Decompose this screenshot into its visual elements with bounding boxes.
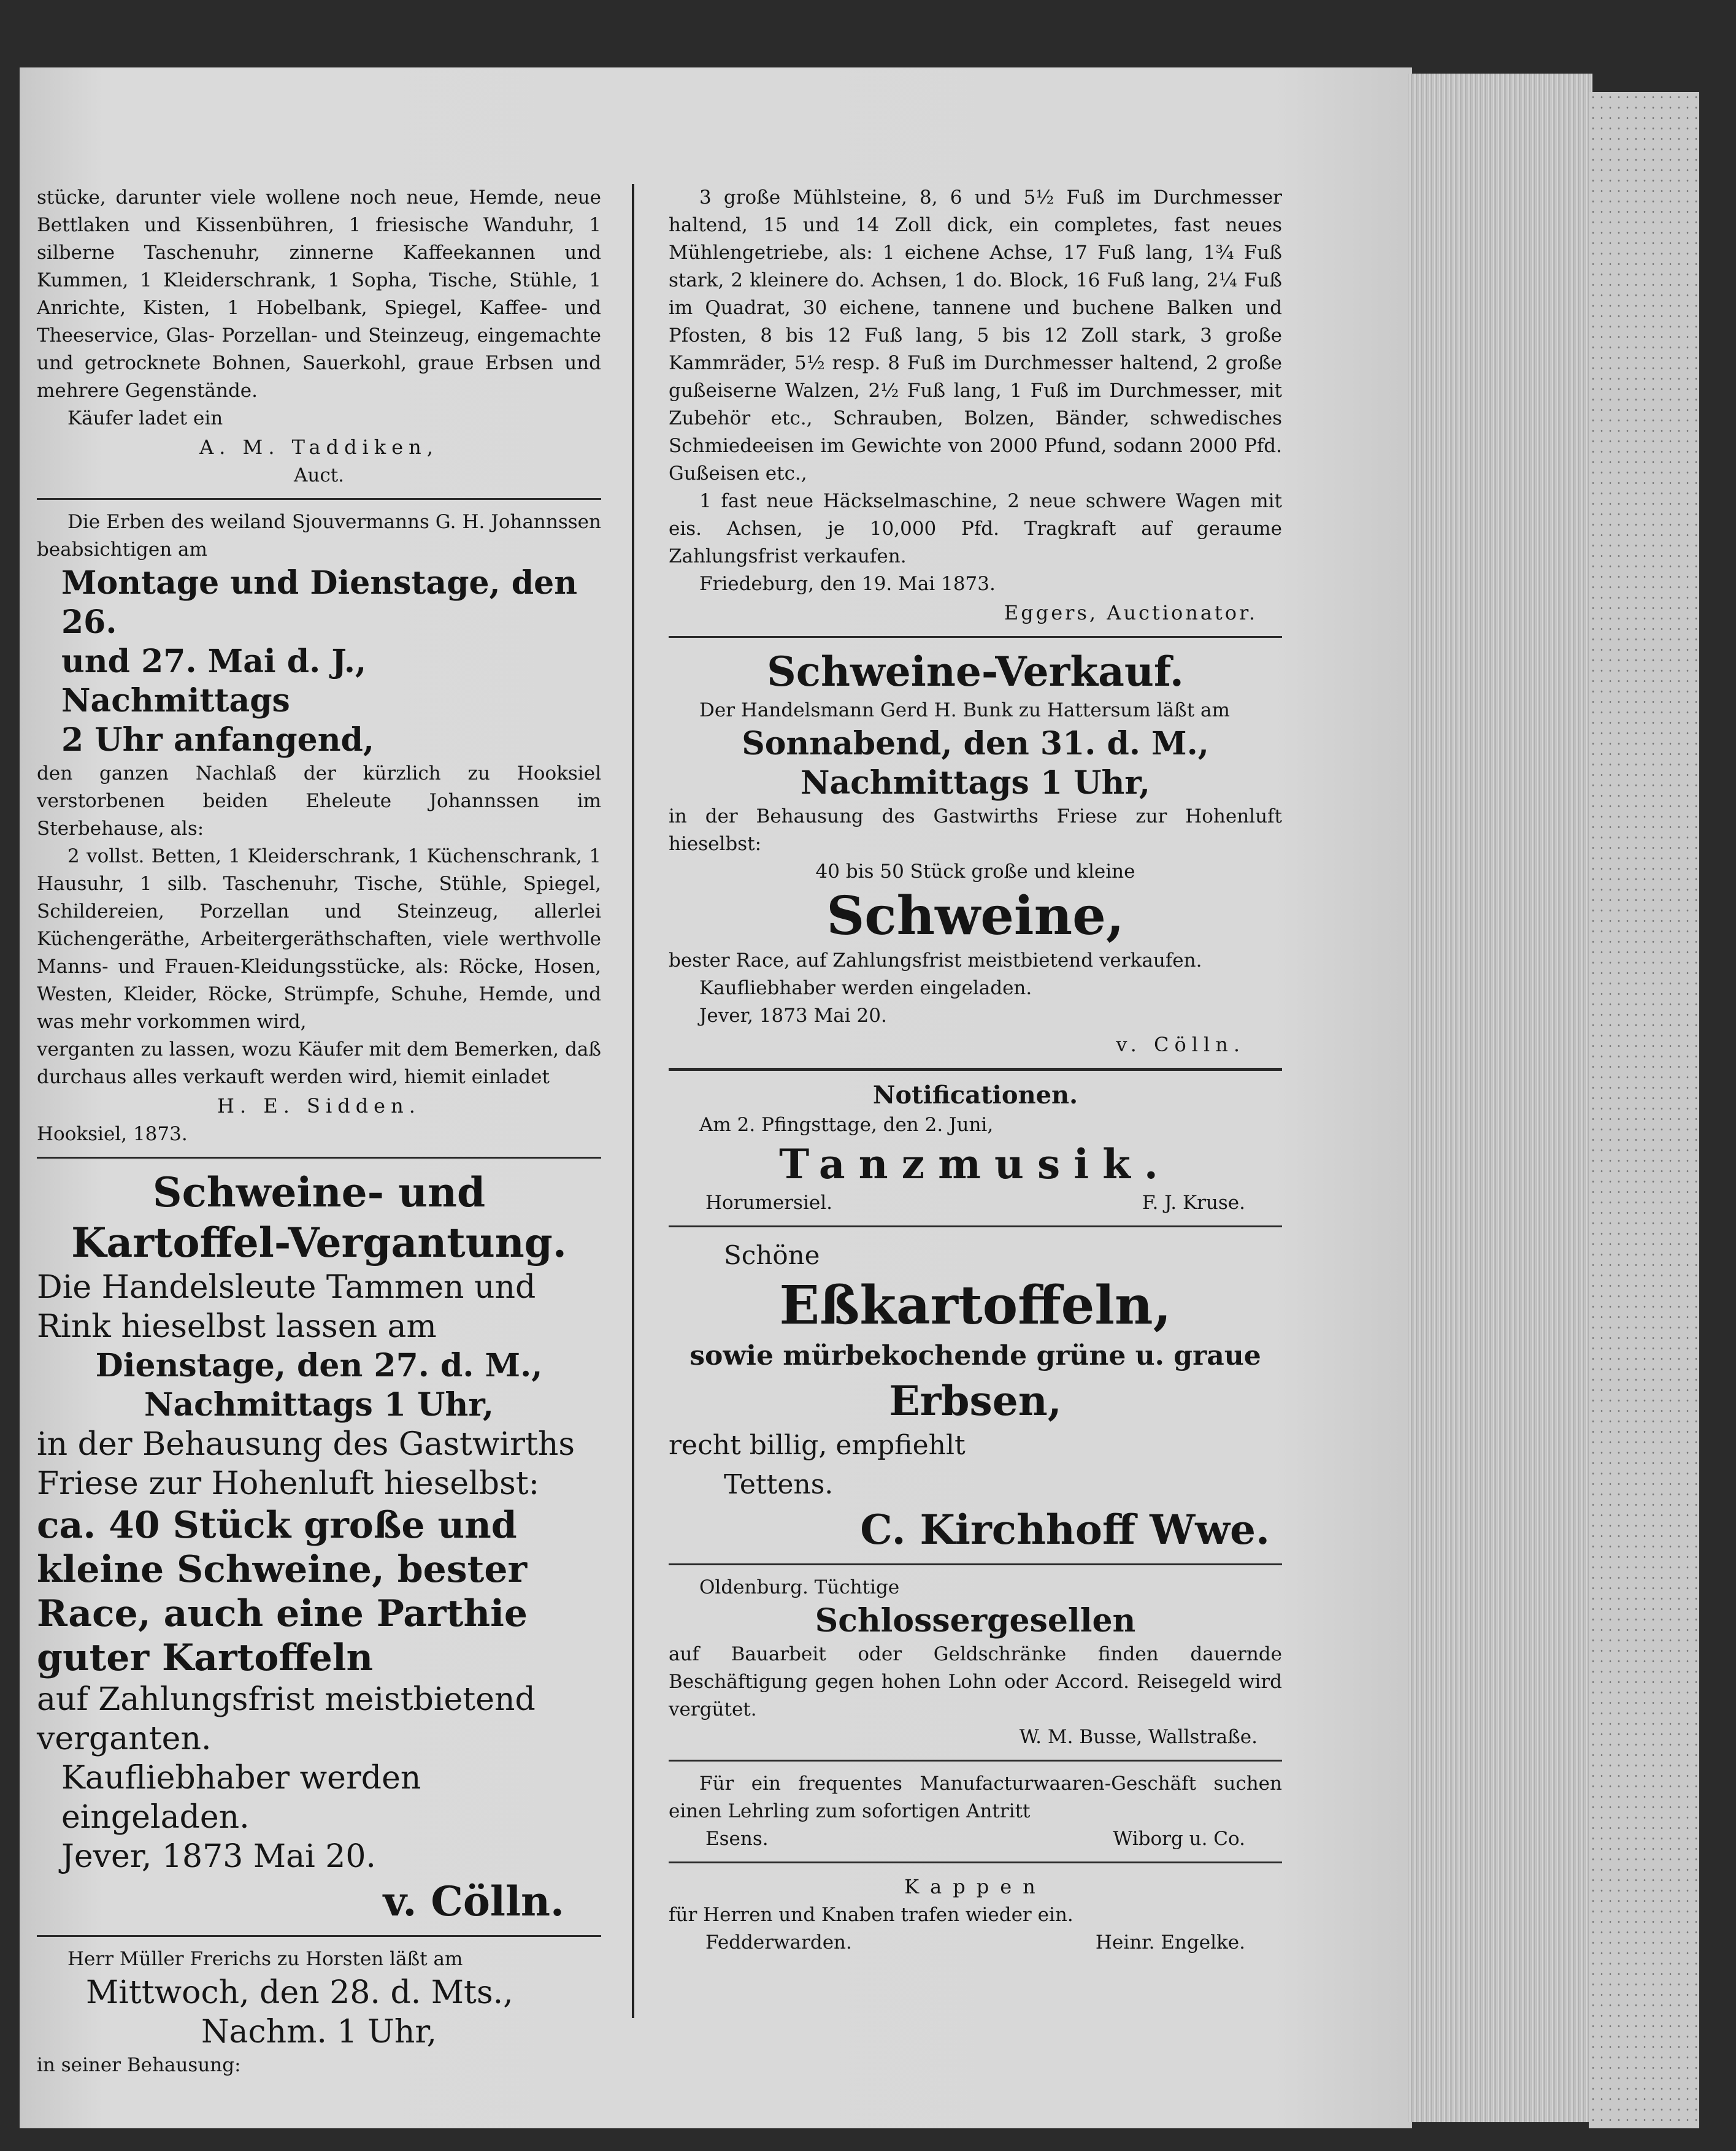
r-ad2-goods: Schweine, xyxy=(826,885,1124,947)
r-ad2-count: 40 bis 50 Stück große und kleine xyxy=(815,861,1135,883)
r-ad4-place: Tettens. xyxy=(724,1469,834,1500)
column-divider xyxy=(632,184,634,2018)
divider xyxy=(669,1225,1282,1227)
r-ad2-intro: Der Handelsmann Gerd H. Bunk zu Hattersum läßt am xyxy=(699,699,1230,721)
ad3-terms: auf Zahlungsfrist meistbietend verganten. xyxy=(37,1681,536,1757)
r-ad3-date: Am 2. Pfingsttage, den 2. Juni, xyxy=(699,1114,994,1136)
ad3-dateline: Jever, 1873 Mai 20. xyxy=(61,1838,376,1875)
ad2-date-line2: und 27. Mai d. J., Nachmittags xyxy=(61,643,367,719)
right-column xyxy=(669,184,1282,1957)
r-ad2-place: in der Behausung des Gastwirths Friese zur Hohenluft hieselbst: xyxy=(669,805,1282,855)
ad3-goods: ca. 40 Stück große und kleine Schweine, bester Race, auch eine Parthie guter Kartoffeln xyxy=(37,1504,528,1679)
section-heading: Notificationen. xyxy=(872,1081,1078,1110)
ad2-date-line1: Montage und Dienstage, den 26. xyxy=(61,564,578,641)
r-ad5-heading: Schlossergesellen xyxy=(815,1602,1136,1639)
r-ad6-footer xyxy=(669,1825,1282,1853)
r-ad3-place: Horumersiel. xyxy=(705,1192,832,1214)
ad3-signature: v. Cölln. xyxy=(383,1877,564,1925)
r-ad4-heading2: Erbsen, xyxy=(889,1377,1062,1425)
ad2-place: Hooksiel, 1873. xyxy=(37,1123,188,1145)
ad2-signature: H. E. Sidden. xyxy=(217,1094,421,1118)
r-ad3-signature: F. J. Kruse. xyxy=(1142,1192,1245,1214)
r-ad2-heading: Schweine-Verkauf. xyxy=(767,648,1184,696)
divider xyxy=(37,1935,601,1937)
divider xyxy=(37,498,601,500)
r-ad4-line3: recht billig, empfiehlt xyxy=(669,1430,966,1461)
r-ad2-time: Nachmittags 1 Uhr, xyxy=(800,764,1151,802)
ad2-body: den ganzen Nachlaß der kürzlich zu Hooksiel verstorbenen beiden Eheleute Johannssen im Sterbehause, als: xyxy=(37,762,601,840)
r-ad4-heading: Eßkartoffeln, xyxy=(779,1275,1172,1336)
ad2-items: 2 vollst. Betten, 1 Kleiderschrank, 1 Küchenschrank, 1 Hausuhr, 1 silb. Taschenuhr, Tische, Stühle, Spiegel, Schildereien, Porzellan und Steinzeug, allerlei Küchengeräthe, Arbeitergeräthschaften, viele werthvolle Manns- und Frauen-Kleidungsstücke, als: Röcke, Hosen, Westen, Kleider, Röcke, Strümpfe, Schuhe, Hemde, und was mehr vorkommen wird, xyxy=(37,845,601,1033)
r-ad4-signature: C. Kirchhoff Wwe. xyxy=(860,1506,1270,1554)
ad3-heading1: Schweine- und xyxy=(152,1168,486,1216)
divider xyxy=(669,1862,1282,1863)
ad4-place: in seiner Behausung: xyxy=(37,2054,241,2076)
ad3-heading2: Kartoffel-Vergantung. xyxy=(71,1219,567,1267)
ad3-date: Dienstage, den 27. d. M., xyxy=(95,1347,543,1384)
divider xyxy=(669,1068,1282,1071)
ad3-time: Nachmittags 1 Uhr, xyxy=(144,1386,494,1424)
r-ad5-body: auf Bauarbeit oder Geldschränke finden dauernde Beschäftigung gegen hohen Lohn oder Accord. Reisegeld wird vergütet. xyxy=(669,1643,1282,1720)
divider xyxy=(669,636,1282,638)
r-ad2-date: Sonnabend, den 31. d. M., xyxy=(742,725,1209,762)
r-ad3-footer xyxy=(669,1189,1282,1217)
ad3-invite: Kaufliebhaber werden eingeladen. xyxy=(61,1760,421,1836)
ad3-line1: Die Handelsleute Tammen und Rink hieselbst lassen am xyxy=(37,1269,536,1345)
ad1-text: stücke, darunter viele wollene noch neue, Hemde, neue Bettlaken und Kissenbühren, 1 friesische Wanduhr, 1 silberne Taschenuhr, zinnerne Kaffeekannen und Kummen, 1 Kleiderschrank, 1 Sopha, Tische, Stühle, 1 Anrichte, Kisten, 1 Hobelbank, Spiegel, Kaffee- und Theeservice, Glas- Porzellan- und Steinzeug, eingemachte und getrocknete Bohnen, Sauerkohl, graue Erbsen und mehrere Gegenstände. xyxy=(37,186,601,402)
r-ad7-heading: Kappen xyxy=(904,1875,1047,1898)
r-ad7-footer xyxy=(669,1929,1282,1957)
r-ad2-signature: v. Cölln. xyxy=(1116,1033,1245,1056)
ad4-time: Nachm. 1 Uhr, xyxy=(201,2014,437,2050)
book-cover xyxy=(1589,92,1699,2128)
ad2-intro: Die Erben des weiland Sjouvermanns G. H. Johannssen beabsichtigen am xyxy=(37,511,601,561)
r-ad2-terms: bester Race, auf Zahlungsfrist meistbietend verkaufen. xyxy=(669,949,1202,972)
r-ad6-place: Esens. xyxy=(705,1828,769,1850)
divider xyxy=(37,1157,601,1159)
r-ad4-line2: sowie mürbekochende grüne u. graue xyxy=(689,1340,1261,1371)
r-ad5-signature: W. M. Busse, Wallstraße. xyxy=(1019,1726,1258,1748)
r-ad6-body: Für ein frequentes Manufacturwaaren-Geschäft suchen einen Lehrling zum sofortigen Antritt xyxy=(669,1773,1282,1822)
divider xyxy=(669,1563,1282,1565)
ad4-intro: Herr Müller Frerichs zu Horsten läßt am xyxy=(67,1948,463,1970)
ad1-invite: Käufer ladet ein xyxy=(67,407,223,429)
r-ad1-text: 3 große Mühlsteine, 8, 6 und 5½ Fuß im Durchmesser haltend, 15 und 14 Zoll dick, ein completes, fast neues Mühlengetriebe, als: 1 eichene Achse, 17 Fuß lang, 1¾ Fuß stark, 2 kleinere do. Achsen, 1 do. Block, 16 Fuß lang, 2¼ Fuß im Quadrat, 30 eichene, tannene und buchene Balken und Pfosten, 8 bis 12 Fuß lang, 5 bis 12 Zoll stark, 3 große Kammräder, 5½ resp. 8 Fuß im Durchmesser haltend, 2 große gußeiserne Walzen, 2½ Fuß lang, 1 Fuß im Durchmesser, mit Zubehör etc., Schrauben, Bolzen, Bänder, schwedisches Schmiedeeisen im Gewichte von 2000 Pfund, sodann 2000 Pfd. Gußeisen etc., xyxy=(669,186,1282,485)
ad3-place: in der Behausung des Gastwirths Friese zur Hohenluft hieselbst: xyxy=(37,1426,575,1502)
r-ad3-heading: Tanzmusik. xyxy=(779,1140,1172,1188)
ad4-date: Mittwoch, den 28. d. Mts., xyxy=(86,1974,513,2011)
r-ad1-text2: 1 fast neue Häckselmaschine, 2 neue schwere Wagen mit eis. Achsen, je 10,000 Pfd. Tragkraft auf geraume Zahlungsfrist verkaufen. xyxy=(669,490,1282,567)
r-ad5-line1: Oldenburg. Tüchtige xyxy=(699,1576,900,1598)
r-ad2-invite: Kaufliebhaber werden eingeladen. xyxy=(699,977,1032,999)
r-ad7-place: Fedderwarden. xyxy=(705,1931,852,1954)
divider xyxy=(669,1760,1282,1762)
r-ad6-signature: Wiborg u. Co. xyxy=(1113,1828,1245,1850)
r-ad7-signature: Heinr. Engelke. xyxy=(1095,1931,1245,1954)
ad2-close: verganten zu lassen, wozu Käufer mit dem Bemerken, daß durchaus alles verkauft werden wird, hiemit einladet xyxy=(37,1038,602,1088)
r-ad1-dateline: Friedeburg, den 19. Mai 1873. xyxy=(699,573,996,595)
r-ad7-body: für Herren und Knaben trafen wieder ein. xyxy=(669,1904,1073,1926)
ad1-signature-name: A. M. Taddiken, xyxy=(199,435,439,459)
r-ad1-signature: Eggers, Auctionator. xyxy=(1004,601,1258,624)
left-column xyxy=(37,184,601,2079)
ad1-signature-title: Auct. xyxy=(293,464,345,486)
page-edges xyxy=(1408,74,1592,2122)
r-ad2-dateline: Jever, 1873 Mai 20. xyxy=(699,1005,887,1027)
ad2-date-line3: 2 Uhr anfangend, xyxy=(61,721,375,759)
r-ad4-line1: Schöne xyxy=(724,1240,820,1270)
